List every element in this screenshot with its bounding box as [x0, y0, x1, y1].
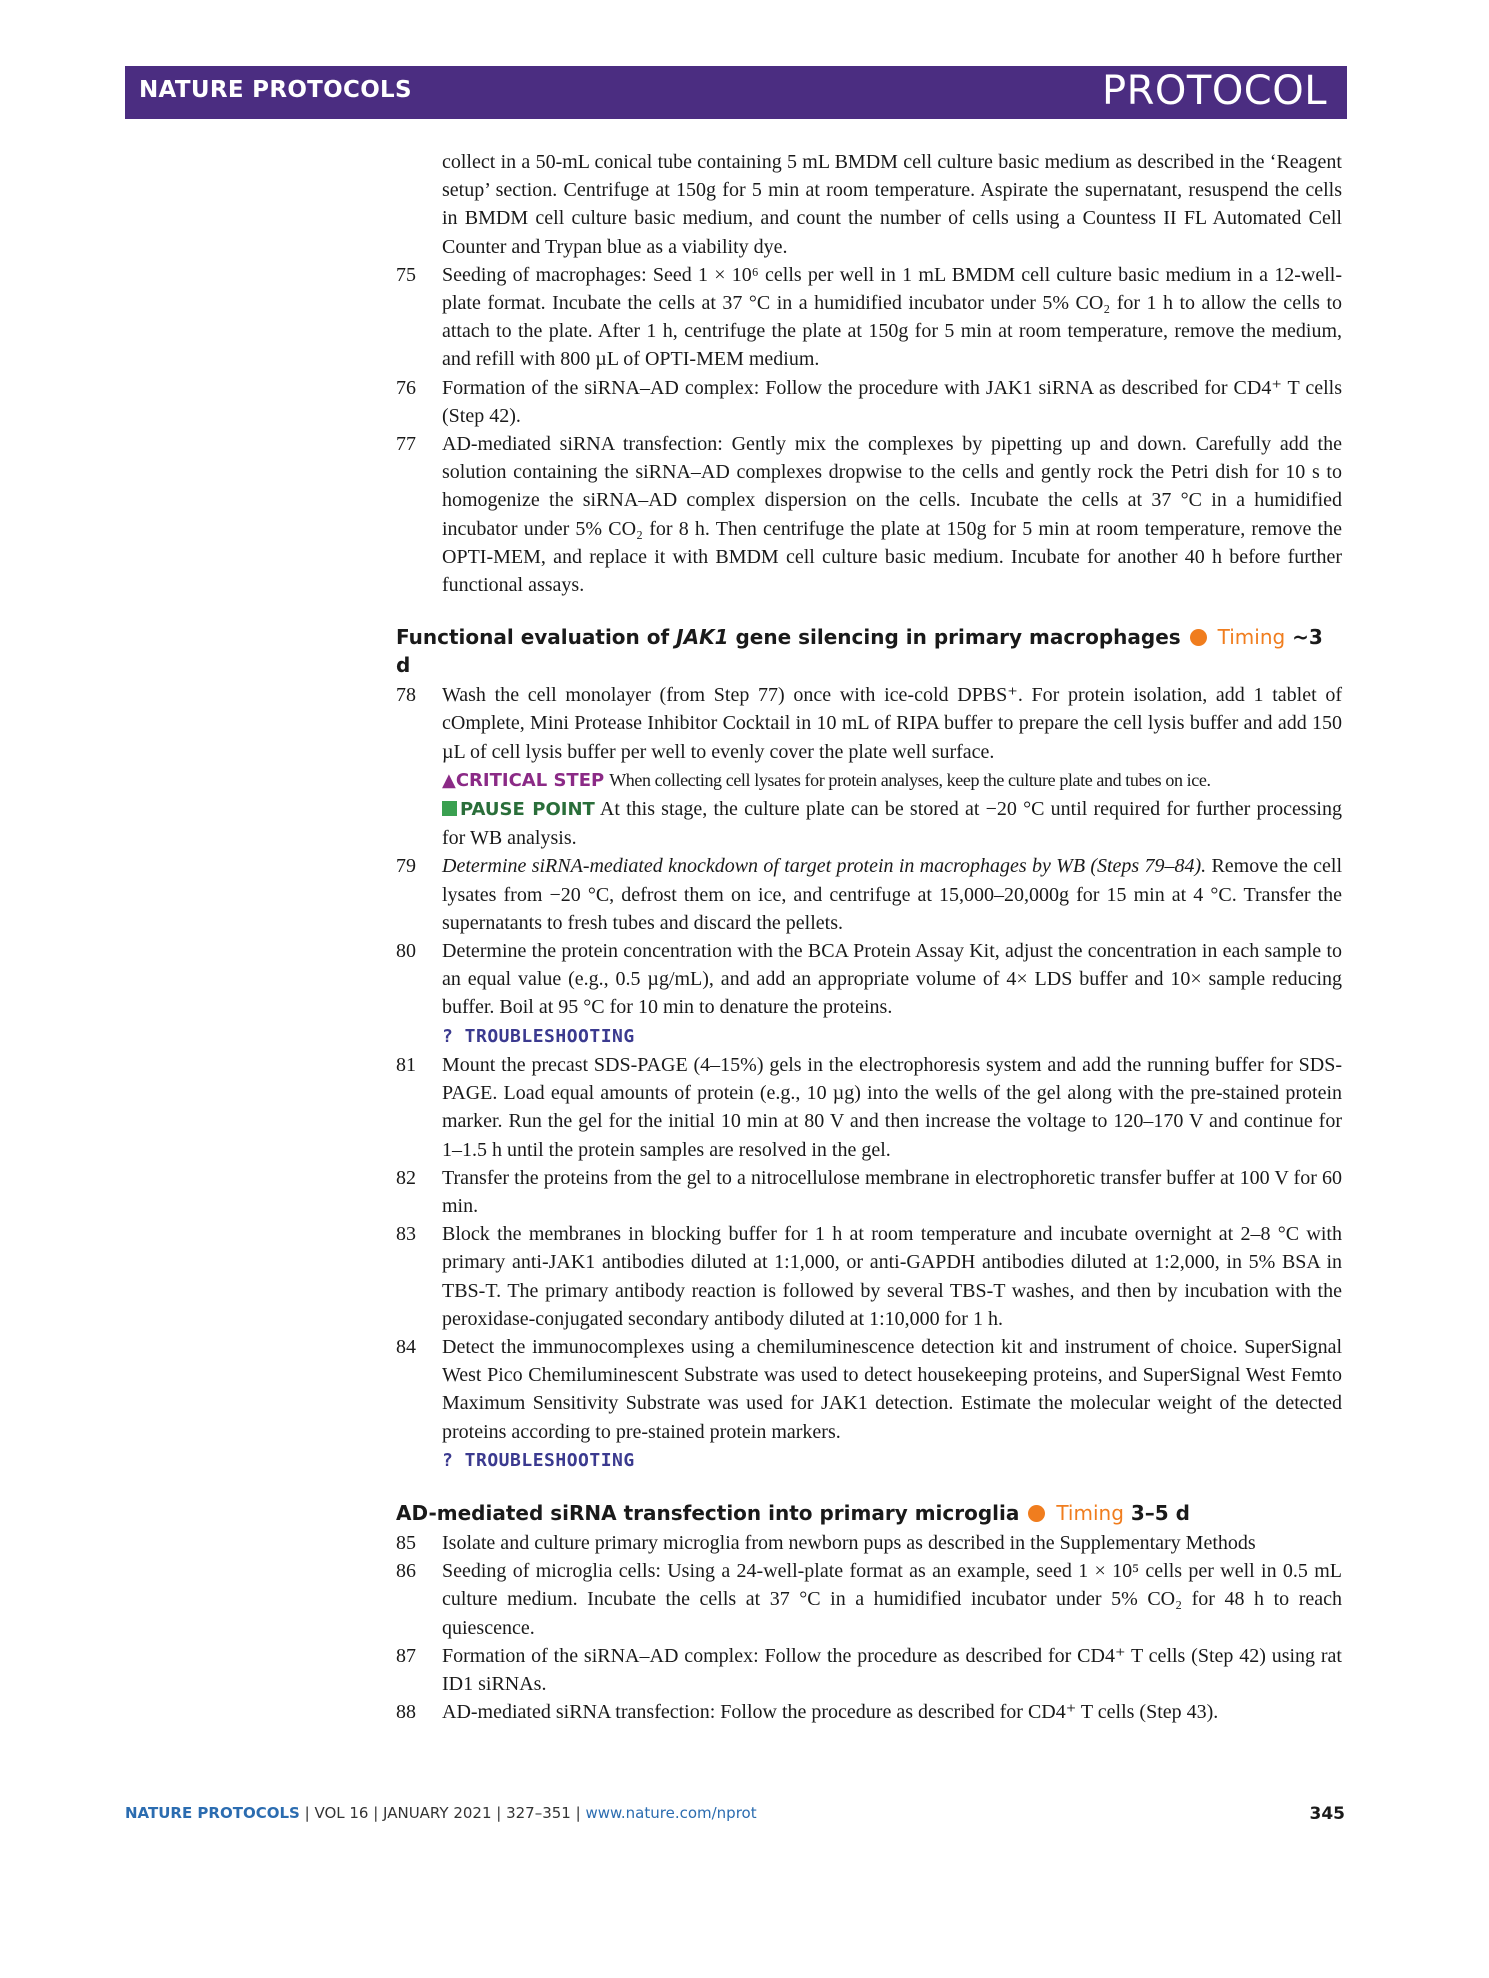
timing-value: ~3 d	[396, 625, 1323, 678]
step-82	[396, 1164, 1342, 1220]
step-number: 79	[396, 855, 416, 878]
troubleshooting-label: ? TROUBLESHOOTING	[442, 1449, 635, 1471]
troubleshooting-label: ? TROUBLESHOOTING	[442, 1025, 635, 1047]
timing-dot-icon	[1028, 1505, 1045, 1522]
step-81	[396, 1051, 1342, 1164]
step-80	[396, 937, 1342, 1022]
timing-dot-icon	[1190, 629, 1207, 646]
critical-step-text: When collecting cell lysates for protein analyses, keep the culture plate and tubes on ice.	[609, 769, 1211, 790]
step-text: Block the membranes in blocking buffer for 1 h at room temperature and incubate overnight at 2–8 °C with primary anti-JAK1 antibodies diluted at 1:1,000, or anti-GAPDH antibodies diluted at 1:2,000, in 5% BSA in TBS-T. The primary antibody reaction is followed by several TBS-T washes, and then by incubation with the peroxidase-conjugated secondary antibody diluted at 1:10,000 for 1 h.	[442, 1223, 1342, 1330]
pause-point-label: PAUSE POINT	[460, 799, 595, 821]
step-number: 81	[396, 1053, 416, 1076]
footer-volume-info: | VOL 16 | JANUARY 2021 | 327–351 |	[304, 1804, 581, 1822]
step-85	[396, 1529, 1342, 1557]
section-heading-functional	[396, 623, 1342, 679]
step-83	[396, 1220, 1342, 1333]
footer-url-link[interactable]: www.nature.com/nprot	[585, 1804, 757, 1822]
footer-journal: NATURE PROTOCOLS	[125, 1804, 300, 1822]
journal-name: NATURE PROTOCOLS	[139, 77, 412, 103]
step-number: 87	[396, 1644, 416, 1667]
timing-label: Timing	[1056, 1500, 1124, 1525]
timing-label: Timing	[1217, 625, 1286, 650]
step-76	[396, 374, 1342, 430]
step-number: 77	[396, 433, 416, 456]
step-number: 76	[396, 376, 416, 399]
step-77	[396, 430, 1342, 599]
step-text: Wash the cell monolayer (from Step 77) once with ice-cold DPBS⁺. For protein isolation, add 1 tablet of cOmplete, Mini Protease Inhibitor Cocktail in 10 mL of RIPA buffer to prepare the cell lysis buffer and add 150 µL of cell lysis buffer per well to evenly cover the plate well surface.	[442, 684, 1342, 763]
step-text: Formation of the siRNA–AD complex: Follow the procedure as described for CD4⁺ T cells (Step 42) using rat ID1 siRNAs.	[442, 1644, 1342, 1695]
step-text: Formation of the siRNA–AD complex: Follow the procedure with JAK1 siRNA as described for CD4⁺ T cells (Step 42).	[442, 376, 1342, 427]
step-text: Detect the immunocomplexes using a chemiluminescence detection kit and instrument of choice. SuperSignal West Pico Chemiluminescent Substrate was used to detect housekeeping proteins, and SuperSignal West Femto Maximum Sensitivity Substrate was used for JAK1 detection. Estimate the molecular weight of the detected proteins according to pre-stained protein markers.	[442, 1335, 1342, 1443]
step-text: AD-mediated siRNA transfection: Follow the procedure as described for CD4⁺ T cells (Step 43).	[442, 1701, 1219, 1724]
step-78	[396, 681, 1342, 766]
step-text: AD-mediated siRNA transfection: Gently mix the complexes by pipetting up and down. Carefully add the solution containing the siRNA–AD complexes dropwise to the cells and gently rock the Petri dish for 10 s to homogenize the siRNA–AD complex dispersion on the cells. Incubate the cells at 37 °C in a humidified incubator under 5% CO₂ for 8 h. Then centrifuge the plate at 150g for 5 min at room temperature, remove the OPTI-MEM, and replace it with BMDM cell culture basic medium. Incubate for another 40 h before further functional assays.	[442, 433, 1342, 597]
section-title-pre: Functional evaluation of	[396, 625, 677, 650]
step-number: 84	[396, 1335, 416, 1358]
step-79	[396, 852, 1342, 937]
protocol-body	[396, 148, 1342, 1726]
step-86	[396, 1557, 1342, 1642]
step-subheading: Determine siRNA-mediated knockdown of target protein in macrophages by WB (Steps 79–84).	[442, 855, 1207, 878]
step-75	[396, 261, 1342, 374]
step-number: 78	[396, 684, 416, 707]
step-84	[396, 1333, 1342, 1446]
step-number: 83	[396, 1223, 416, 1246]
step-text: Mount the precast SDS-PAGE (4–15%) gels in the electrophoresis system and add the running buffer for SDS-PAGE. Load equal amounts of protein (e.g., 10 µg) into the wells of the gel along with the pre-stained protein marker. Run the gel for the initial 10 min at 80 V and then increase the voltage to 120–170 V and continue for 1–1.5 h until the protein samples are resolved in the gel.	[442, 1053, 1342, 1161]
page-footer	[125, 1804, 1347, 1828]
section-title-gene: JAK1	[676, 625, 729, 650]
step-88	[396, 1698, 1342, 1726]
critical-step-note	[396, 766, 1342, 795]
step-number: 80	[396, 940, 416, 963]
step-87	[396, 1642, 1342, 1698]
troubleshooting-link-1	[396, 1022, 1342, 1051]
section-title: AD-mediated siRNA transfection into primary microglia	[396, 1500, 1020, 1525]
page-number: 345	[1309, 1804, 1345, 1824]
timing-value: 3–5 d	[1130, 1500, 1190, 1525]
step-number: 82	[396, 1166, 416, 1189]
continuation-paragraph: collect in a 50-mL conical tube containing 5 mL BMDM cell culture basic medium as described in the ‘Reagent setup’ section. Centrifuge at 150g for 5 min at room temperature. Aspirate the supernatant, resuspend the cells in BMDM cell culture basic medium, and count the number of cells using a Countess II FL Automated Cell Counter and Trypan blue as a viability dye.	[442, 151, 1342, 258]
section-heading-microglia	[396, 1499, 1342, 1527]
step-number: 75	[396, 263, 416, 286]
pause-point-note	[396, 795, 1342, 852]
step-text: Transfer the proteins from the gel to a nitrocellulose membrane in electrophoretic transfer buffer at 100 V for 60 min.	[442, 1166, 1342, 1217]
pause-square-icon	[442, 801, 457, 816]
step-number: 86	[396, 1560, 416, 1583]
step-text: Determine the protein concentration with the BCA Protein Assay Kit, adjust the concentration in each sample to an equal value (e.g., 0.5 µg/mL), and add an appropriate volume of 4× LDS buffer and 10× sample reducing buffer. Boil at 95 °C for 10 min to denature the proteins.	[442, 940, 1342, 1019]
step-text: Isolate and culture primary microglia from newborn pups as described in the Supplementary Methods	[442, 1531, 1256, 1554]
step-text: Remove the cell lysates from −20 °C, defrost them on ice, and centrifuge at 15,000–20,000g for 15 min at 4 °C. Transfer the supernatants to fresh tubes and discard the pellets.	[442, 855, 1343, 934]
step-number: 85	[396, 1531, 416, 1554]
step-number: 88	[396, 1701, 416, 1724]
step-text: Seeding of microglia cells: Using a 24-well-plate format as an example, seed 1 × 10⁵ cells per well in 0.5 mL culture medium. Incubate the cells at 37 °C in a humidified incubator under 5% CO₂ for 48 h to reach quiescence.	[442, 1560, 1342, 1639]
pause-point-text: At this stage, the culture plate can be stored at −20 °C until required for further processing for WB analysis.	[442, 798, 1342, 850]
article-type: PROTOCOL	[1101, 68, 1327, 114]
troubleshooting-link-2	[396, 1446, 1342, 1475]
critical-step-label: ▲CRITICAL STEP	[442, 769, 605, 791]
journal-header-bar	[125, 66, 1347, 119]
section-title-post: gene silencing in primary macrophages	[728, 625, 1181, 650]
step-text: Seeding of macrophages: Seed 1 × 10⁶ cells per well in 1 mL BMDM cell culture basic medium in a 12-well-plate format. Incubate the cells at 37 °C in a humidified incubator under 5% CO₂ for 1 h to allow the cells to attach to the plate. After 1 h, centrifuge the plate at 150g for 5 min at room temperature, remove the medium, and refill with 800 µL of OPTI-MEM medium.	[442, 263, 1342, 371]
